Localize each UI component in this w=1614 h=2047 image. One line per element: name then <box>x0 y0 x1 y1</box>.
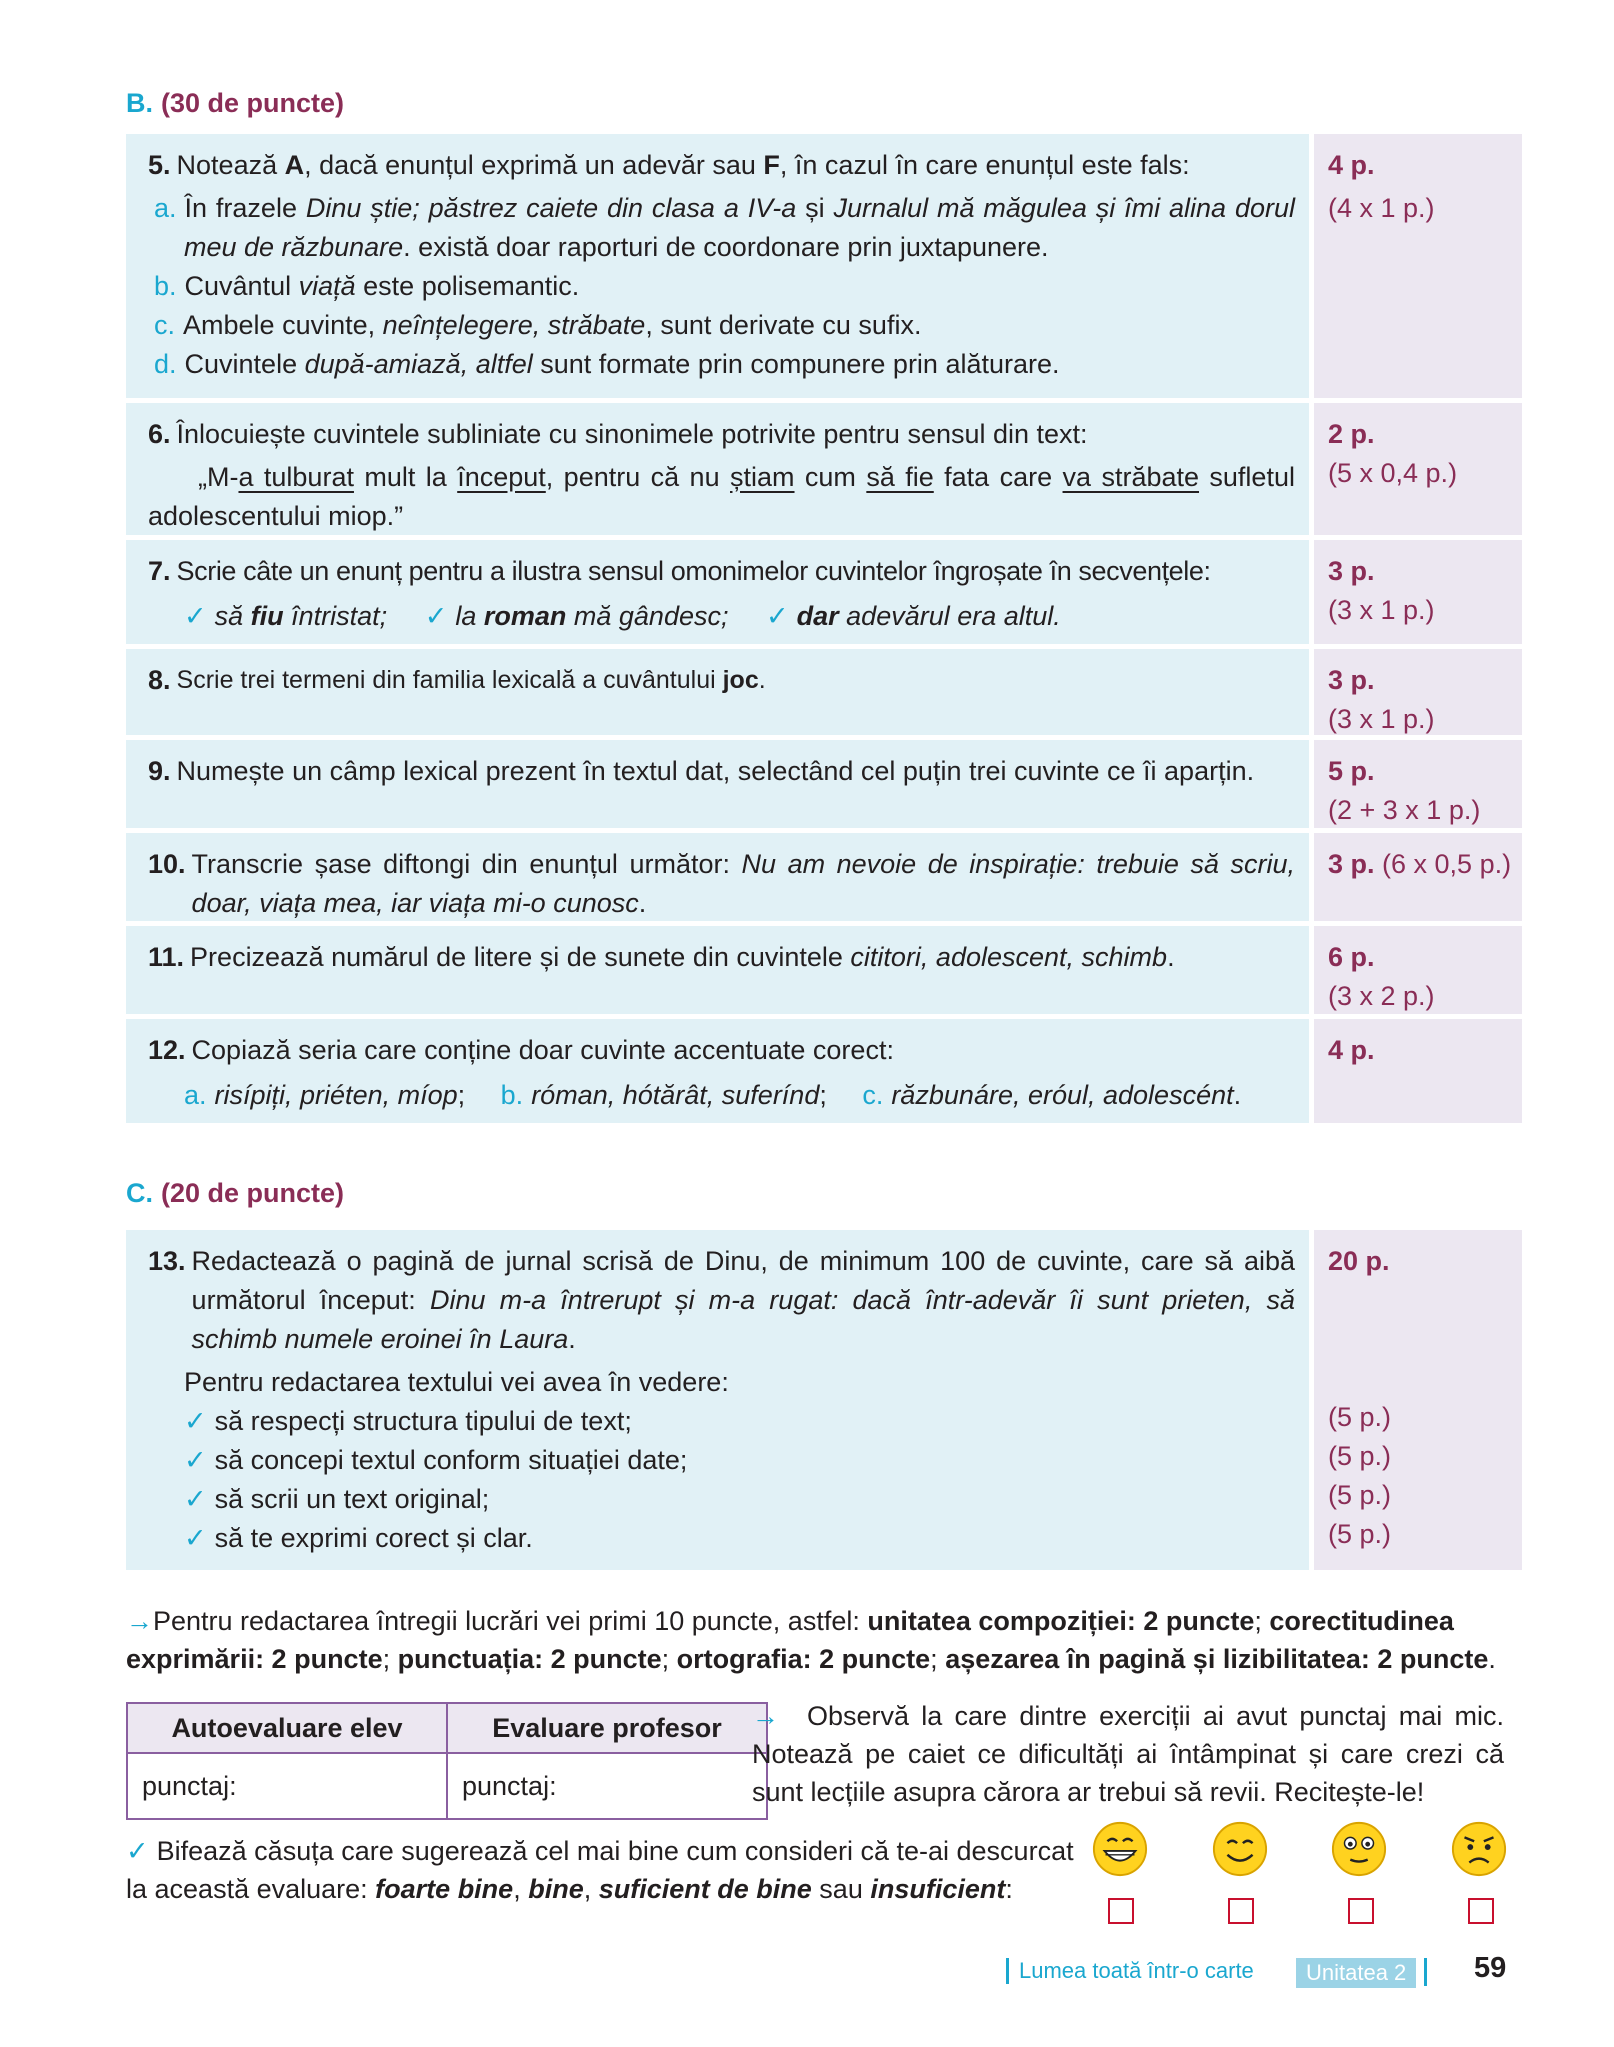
section-c-table <box>126 1230 1522 1575</box>
grading-note: →Pentru redactarea întregii lucrări vei primi 10 puncte, astfel: unitatea compoziției: 2 puncte; corectitudinea exprimării: 2 puncte; punctuația: 2 puncte; ortografia: 2 puncte; așezarea în pagină și lizibilitatea: 2 puncte. <box>126 1606 1496 1674</box>
question-cell <box>126 403 1309 535</box>
points-value: 6 p. <box>1328 942 1375 972</box>
question-text: Numește un câmp lexical prezent în textul dat, selectând cel puțin trei cuvinte ce îi aparțin. <box>176 756 1255 786</box>
unit-label: Unitatea 2 <box>1296 1958 1416 1988</box>
points-value: 20 p. <box>1328 1246 1390 1276</box>
points-cell <box>1314 1230 1522 1570</box>
check-icon: ✓ <box>184 1445 207 1475</box>
criterion: ✓ să scrii un text original; <box>184 1484 490 1514</box>
criteria-intro: Pentru redactarea textului vei avea în vedere: <box>184 1367 729 1397</box>
quoted-text: „M-a tulburat mult la început, pentru că nu știam cum să fie fata care va străbate sufletul adolescentului miop.” <box>148 462 1295 531</box>
book-title: Lumea toată într-o carte <box>1006 1958 1254 1984</box>
points-cell <box>1314 403 1522 535</box>
grinning-face-icon <box>1091 1820 1149 1878</box>
option-c: c. Ambele cuvinte, neînțelegere, străbate, sunt derivate cu sufix. <box>154 310 922 340</box>
question-cell <box>126 926 1309 1014</box>
question-row-12 <box>126 1019 1522 1123</box>
arrow-right-icon: → <box>126 1606 153 1636</box>
header-self-evaluation: Autoevaluare elev <box>127 1703 447 1753</box>
points-value: 4 p. <box>1328 150 1375 180</box>
question-number: 8. <box>148 665 171 695</box>
question-cell <box>126 134 1309 398</box>
sequences: ✓ să fiu întristat; ✓ la roman mă gândesc; ✓ dar adevărul era altul. <box>184 601 1061 631</box>
checkbox-very-good[interactable] <box>1108 1898 1134 1924</box>
header-teacher-evaluation: Evaluare profesor <box>447 1703 767 1753</box>
question-number: 7. <box>148 556 171 586</box>
checkbox-sufficient[interactable] <box>1348 1898 1374 1924</box>
question-row-10 <box>126 833 1522 921</box>
question-number: 13. <box>148 1246 186 1276</box>
self-assessment-prompt: ✓ Bifează căsuța care sugerează cel mai bine cum consideri că te-ai descurcat la această evaluare: foarte bine, bine, suficient de bine sau insuficient: <box>126 1836 1074 1904</box>
question-text: Transcrie șase diftongi din enunțul următor: Nu am nevoie de inspirație: trebuie să scriu, doar, viața mea, iar viața mi-o cunosc. <box>191 849 1296 918</box>
points-detail: (5 p.) <box>1328 1402 1392 1432</box>
criterion: ✓ să te exprimi corect și clar. <box>184 1523 533 1553</box>
points-value: 3 p. <box>1328 849 1375 879</box>
points-detail: (3 x 1 p.) <box>1328 595 1435 625</box>
question-row-7 <box>126 540 1522 644</box>
question-number: 11. <box>148 942 185 972</box>
question-row-9 <box>126 740 1522 828</box>
check-icon: ✓ <box>184 601 207 631</box>
evaluation-table <box>126 1702 768 1820</box>
teacher-score-cell[interactable]: punctaj: <box>447 1753 767 1819</box>
check-icon: ✓ <box>184 1523 207 1553</box>
points-cell <box>1314 740 1522 828</box>
question-number: 5. <box>148 150 171 180</box>
criterion: ✓ să respecți structura tipului de text; <box>184 1406 632 1436</box>
points-detail: (5 p.) <box>1328 1441 1392 1471</box>
points-detail: (5 p.) <box>1328 1480 1392 1510</box>
question-text: Copiază seria care conține doar cuvinte accentuate corect: <box>191 1035 894 1065</box>
question-row-11 <box>126 926 1522 1014</box>
section-letter: C. <box>126 1178 153 1208</box>
question-cell <box>126 649 1309 735</box>
points-cell <box>1314 833 1522 921</box>
points-cell <box>1314 649 1522 735</box>
check-icon: ✓ <box>184 1484 207 1514</box>
points-detail: (5 x 0,4 p.) <box>1328 458 1458 488</box>
points-value: 4 p. <box>1328 1035 1375 1065</box>
section-title: (20 de puncte) <box>161 1178 345 1208</box>
question-text: Înlocuiește cuvintele subliniate cu sinonimele potrivite pentru sensul din text: <box>176 419 1088 449</box>
question-text: Scrie câte un enunț pentru a ilustra sensul omonimelor cuvintelor îngroșate în secvențele: <box>176 556 1211 586</box>
question-cell <box>126 740 1309 828</box>
points-detail: (6 x 0,5 p.) <box>1382 849 1512 879</box>
option-a: a. În frazele Dinu știe; păstrez caiete din clasa a IV-a și Jurnalul mă măgulea și îmi alina dorul meu de răzbunare. există doar raporturi de coordonare prin juxtapunere. <box>154 193 1295 262</box>
question-cell <box>126 540 1309 644</box>
question-row-13 <box>126 1230 1522 1570</box>
option-b: b. Cuvântul viață este polisemantic. <box>154 271 580 301</box>
question-number: 6. <box>148 419 171 449</box>
points-detail: (2 + 3 x 1 p.) <box>1328 795 1481 825</box>
points-value: 5 p. <box>1328 756 1375 786</box>
points-detail: (3 x 1 p.) <box>1328 704 1435 734</box>
question-cell <box>126 1019 1309 1123</box>
check-icon: ✓ <box>766 601 789 631</box>
question-number: 10. <box>148 849 186 879</box>
points-detail: (5 p.) <box>1328 1519 1392 1549</box>
neutral-face-icon <box>1330 1820 1388 1878</box>
page-number: 59 <box>1474 1952 1507 1984</box>
divider <box>1424 1958 1427 1986</box>
checkbox-good[interactable] <box>1228 1898 1254 1924</box>
section-b-table <box>126 134 1522 1128</box>
question-number: 12. <box>148 1035 186 1065</box>
smiling-face-icon <box>1211 1820 1269 1878</box>
check-icon: ✓ <box>184 1406 207 1436</box>
section-c-heading <box>126 1178 344 1209</box>
question-row-5 <box>126 134 1522 398</box>
question-text: Notează A, dacă enunțul exprimă un adevăr sau F, în cazul în care enunțul este fals: <box>176 150 1190 180</box>
observe-note: → Observă la care dintre exerciții ai avut punctaj mai mic. Notează pe caiet ce dificultăți ai întâmpinat și care crezi că sunt lecțiile asupra cărora ar trebui să revii. Recitește-le! <box>752 1701 1504 1807</box>
check-icon: ✓ <box>424 601 448 631</box>
check-icon: ✓ <box>126 1836 149 1866</box>
accent-options: a. risípiți, priéten, míop; b. róman, hótărât, suferínd; c. răzbunáre, eróul, adolescént. <box>184 1080 1242 1110</box>
question-text: Scrie trei termeni din familia lexicală a cuvântului joc. <box>176 666 766 694</box>
question-text: Precizează numărul de litere și de sunete din cuvintele cititori, adolescent, schimb. <box>190 942 1175 972</box>
points-value: 3 p. <box>1328 665 1375 695</box>
section-title: (30 de puncte) <box>161 88 345 118</box>
points-cell <box>1314 1019 1522 1123</box>
points-detail: (4 x 1 p.) <box>1328 193 1435 223</box>
points-cell <box>1314 134 1522 398</box>
arrow-right-icon: → <box>752 1701 779 1731</box>
section-b-heading <box>126 88 344 119</box>
question-text: Redactează o pagină de jurnal scrisă de Dinu, de minimum 100 de cuvinte, care să aibă următorul început: Dinu m-a întrerupt și m-a rugat: dacă într-adevăr îi sunt prieten, să schimb numele eroinei în Laura. <box>191 1246 1295 1354</box>
section-letter: B. <box>126 88 153 118</box>
self-score-cell[interactable]: punctaj: <box>127 1753 447 1819</box>
worried-face-icon <box>1450 1820 1508 1878</box>
criterion: ✓ să concepi textul conform situației date; <box>184 1445 688 1475</box>
question-number: 9. <box>148 756 171 786</box>
question-cell <box>126 833 1309 921</box>
question-row-8 <box>126 649 1522 735</box>
question-row-6 <box>126 403 1522 535</box>
points-value: 2 p. <box>1328 419 1375 449</box>
option-d: d. Cuvintele după-amiază, altfel sunt formate prin compunere prin alăturare. <box>154 349 1060 379</box>
points-cell <box>1314 926 1522 1014</box>
points-value: 3 p. <box>1328 556 1375 586</box>
question-cell <box>126 1230 1309 1570</box>
checkbox-insufficient[interactable] <box>1468 1898 1494 1924</box>
points-cell <box>1314 540 1522 644</box>
points-detail: (3 x 2 p.) <box>1328 981 1435 1011</box>
